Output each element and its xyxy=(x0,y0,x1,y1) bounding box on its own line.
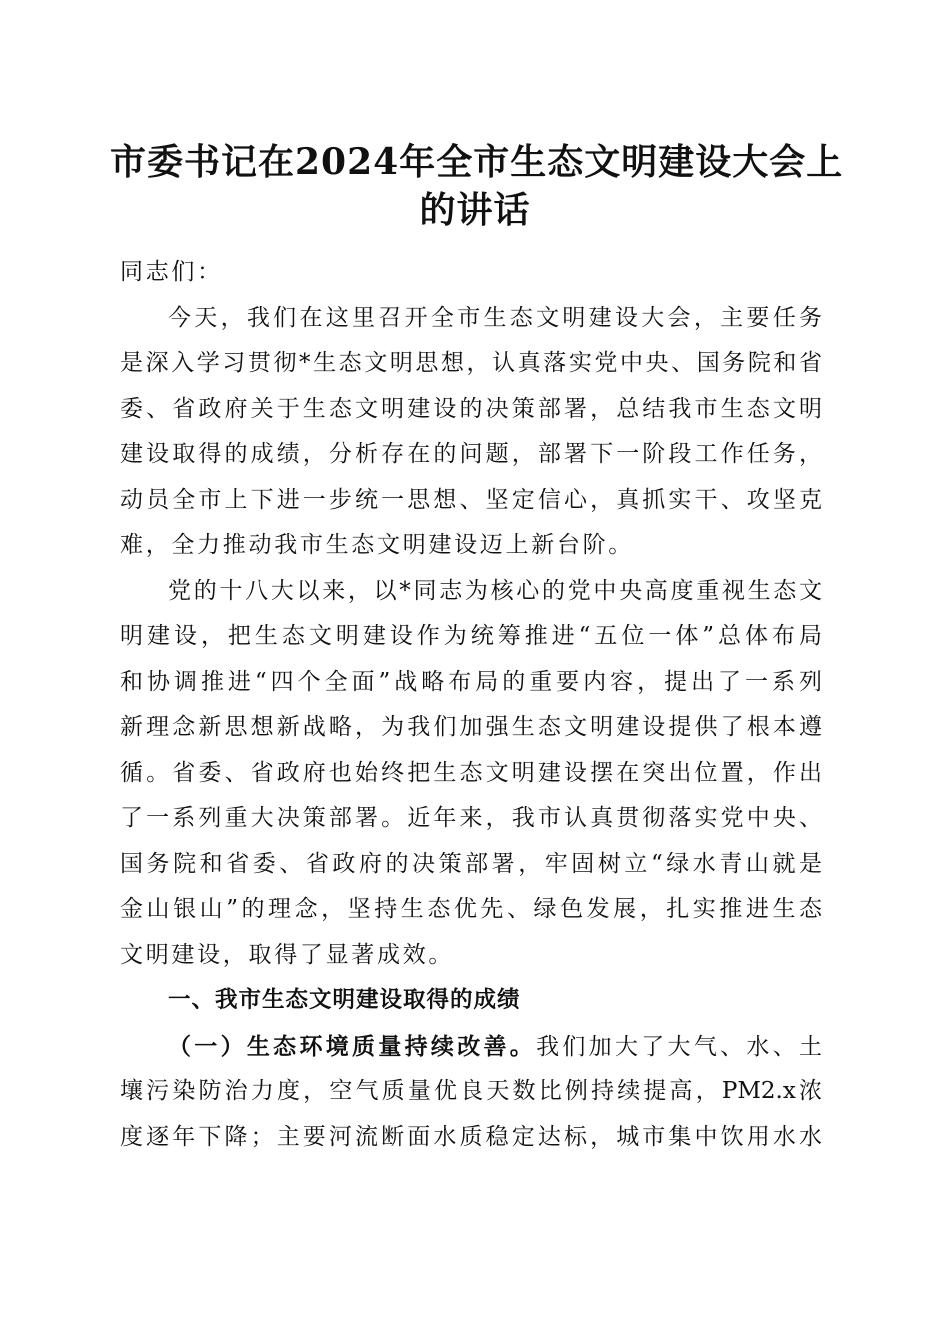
paragraph-2 xyxy=(120,569,822,979)
paragraph-line: 今天，我们在这里召开全市生态文明建设大会，主要任务 xyxy=(168,304,822,331)
subsection-1 xyxy=(120,1024,822,1161)
paragraph-line: 动员全市上下进一步统一思想、坚定信心，真抓实干、攻坚克 xyxy=(120,486,822,513)
paragraph-line: 建设取得的成绩，分析存在的问题，部署下一阶段工作任务， xyxy=(120,441,822,467)
paragraph-line: 国务院和省委、省政府的决策部署，牢固树立“绿水青山就是 xyxy=(120,850,822,877)
paragraph-line: 明建设，把生态文明建设作为统筹推进“五位一体”总体布局 xyxy=(120,623,822,649)
subsection-first-line xyxy=(120,1024,822,1070)
document-title xyxy=(110,138,844,234)
salutation: 同志们： xyxy=(120,259,223,285)
paragraph-line: 文明建设，取得了显著成效。 xyxy=(120,941,455,968)
title-line-1: 市委书记在2024年全市生态文明建设大会上 xyxy=(110,141,844,183)
section-heading: 一、我市生态文明建设取得的成绩 xyxy=(168,987,521,1013)
paragraph-line: 壤污染防治力度，空气质量优良天数比例持续提高，PM2.x浓 xyxy=(120,1078,822,1104)
paragraph-line: 党的十八大以来，以*同志为核心的党中央高度重视生态文 xyxy=(168,577,822,604)
paragraph-line: 了一系列重大决策部署。近年来，我市认真贯彻落实党中央、 xyxy=(120,805,822,831)
paragraph-line: 金山银山”的理念，坚持生态优先、绿色发展，扎实推进生态 xyxy=(120,896,822,922)
document-body xyxy=(120,250,822,1160)
subsection-first-line-text: 我们加大了大气、水、土 xyxy=(536,1033,823,1060)
paragraph-1 xyxy=(120,296,822,569)
paragraph-line: 难，全力推动我市生态文明建设迈上新台阶。 xyxy=(120,532,634,558)
paragraph-line: 是深入学习贯彻*生态文明思想，认真落实党中央、国务院和省 xyxy=(120,350,822,376)
subsection-lead: （一）生态环境质量持续改善。 xyxy=(168,1032,537,1060)
paragraph-line: 度逐年下降；主要河流断面水质稳定达标，城市集中饮用水水 xyxy=(120,1123,822,1150)
paragraph-line: 委、省政府关于生态文明建设的决策部署，总结我市生态文明 xyxy=(120,395,822,422)
paragraph-line: 循。省委、省政府也始终把生态文明建设摆在突出位置，作出 xyxy=(120,759,822,786)
paragraph-line: 新理念新思想新战略，为我们加强生态文明建设提供了根本遵 xyxy=(120,714,822,740)
paragraph-line: 和协调推进“四个全面”战略布局的重要内容，提出了一系列 xyxy=(120,668,822,695)
title-line-2: 的讲话 xyxy=(419,189,531,231)
